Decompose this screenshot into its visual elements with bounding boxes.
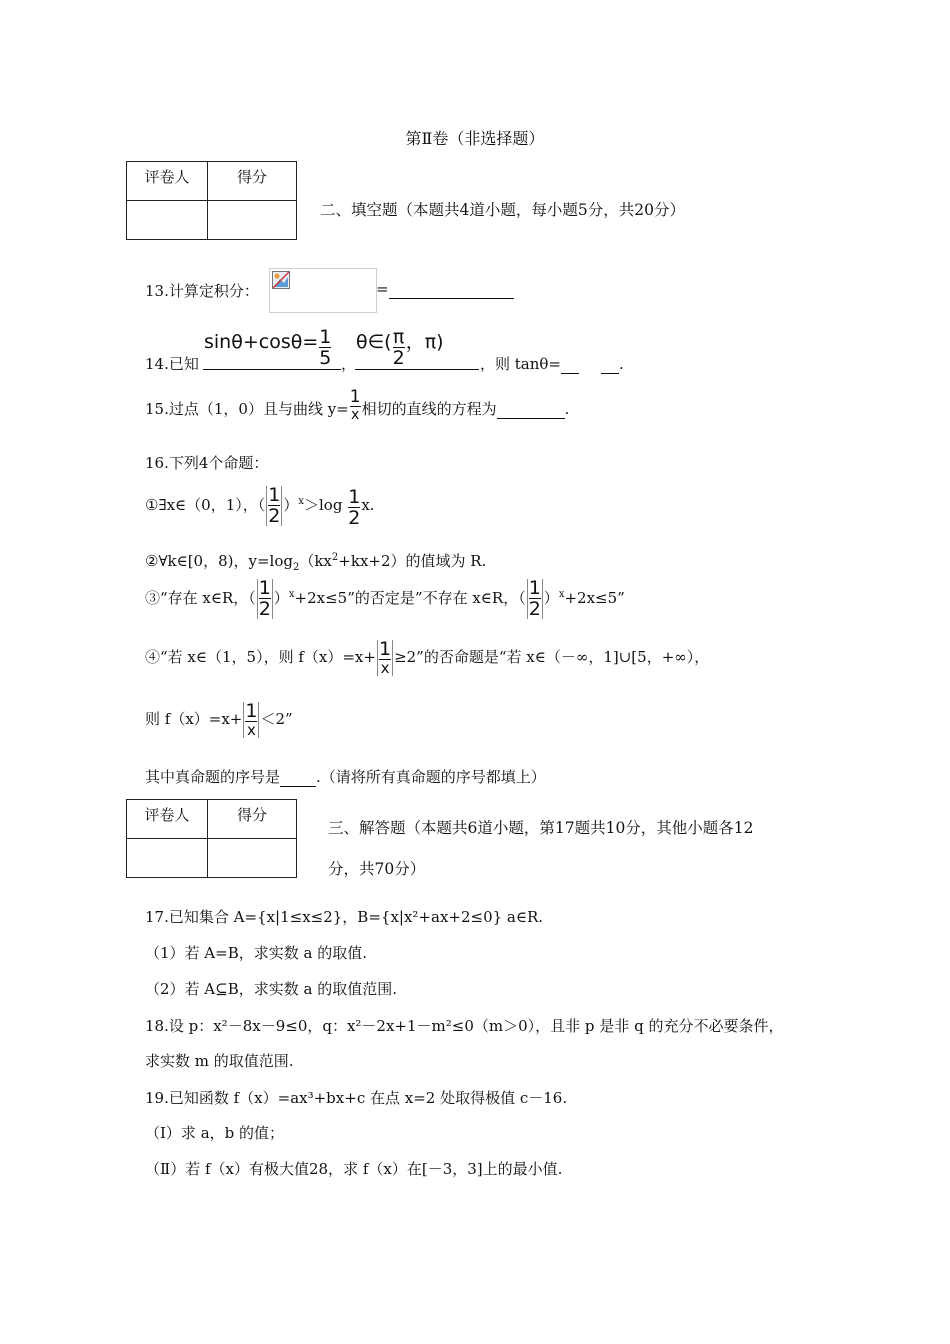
question-17-part-1: （1）若 A=B，求实数 a 的取值.: [145, 944, 367, 962]
question-17: 17.已知集合 A={x|1≤x≤2}，B={x|x²+ax+2≤0} a∈R.: [145, 908, 544, 926]
score-table-2-cell-grader: [127, 839, 208, 878]
q16-answer-blank[interactable]: [280, 768, 316, 787]
q14-end: .: [619, 355, 624, 373]
q15-frac-den: x: [351, 407, 360, 423]
q14-frac-den: 5: [319, 347, 332, 369]
q16-1-log-base-num: 1: [348, 486, 361, 508]
q16-3-half-num-2: 1: [528, 577, 541, 599]
q16-proposition-4: [145, 640, 709, 676]
q14-suffix: ，则 tanθ=: [480, 355, 561, 373]
q14-theta-in: θ∈(: [356, 330, 392, 353]
q15-suffix: 相切的直线的方程为: [361, 400, 497, 418]
score-table-2-header-grader: 评卷人: [127, 800, 208, 839]
question-18-line2: 求实数 m 的取值范围.: [145, 1052, 294, 1070]
q13-answer-blank[interactable]: [389, 280, 514, 299]
question-14: [145, 331, 199, 373]
q15-end: .: [564, 400, 570, 418]
score-table-1: [126, 161, 297, 240]
q14-answer-blank-a[interactable]: [561, 355, 579, 374]
q16-3-exp-1: x: [288, 589, 295, 600]
score-table-2: [126, 799, 297, 878]
q16-3-exp-2: x: [558, 589, 565, 600]
q16-4-frac-den: x: [380, 659, 390, 677]
q16-proposition-2: [145, 550, 486, 573]
q14-prefix: 14.已知: [145, 355, 199, 373]
q16-1-log-base-den: 2: [348, 507, 361, 529]
part3-heading-line2: 分，共70分）: [328, 860, 426, 878]
q16-4-text-a: ④“若 x∈（1，5），则 f（x）=x+: [145, 648, 376, 666]
q16-2-text-b: （kx: [299, 552, 332, 570]
q14-formula-sin-cos: sinθ+cosθ=: [204, 330, 319, 353]
q16-1-half-den: 2: [268, 505, 281, 527]
q16-4-text-b: ≥2”的否命题是“若 x∈（－∞，1]∪[5，+∞），: [394, 648, 710, 666]
q14-interval-end: ，π): [405, 330, 444, 353]
q14-ask: [480, 353, 624, 374]
score-table-header-score: 得分: [208, 162, 297, 201]
q16-2-log-base: 2: [292, 562, 300, 573]
q16-3-half-num-1: 1: [258, 577, 271, 599]
part2-heading: 二、填空题（本题共4道小题，每小题5分，共20分）: [320, 201, 685, 219]
part3-heading-line1: 三、解答题（本题共6道小题，第17题共10分，其他小题各12: [328, 819, 754, 837]
q16-3-text-b: ）: [273, 589, 289, 607]
q16-3-text-d: +2x≤5”: [564, 589, 625, 607]
q15-answer-blank[interactable]: [497, 400, 565, 419]
q14-condition-2: [356, 328, 444, 368]
q16-1-half-num: 1: [268, 484, 281, 506]
score-table-2-header-score: 得分: [208, 800, 297, 839]
broken-image-placeholder: [269, 268, 377, 313]
question-19: 19.已知函数 f（x）=ax³+bx+c 在点 x=2 处取得极值 c－16.: [145, 1089, 568, 1107]
q15-frac-num: 1: [349, 387, 361, 407]
q16-4-frac-num: 1: [378, 638, 392, 660]
question-18-line1: 18.设 p：x²－8x－9≤0，q：x²－2x+1－m²≤0（m＞0），且非 p 是非 q 的充分不必要条件，: [145, 1017, 784, 1035]
q16-summary-text-b: .（请将所有真命题的序号都填上）: [316, 768, 546, 786]
q16-4-line2-fraction-1-over-x: [243, 702, 259, 738]
q16-1-log-base-half: [348, 488, 360, 528]
q16-proposition-4-line2: [145, 702, 293, 738]
q16-3-fraction-half-2: [527, 579, 543, 619]
q16-4-line2-frac-den: x: [246, 721, 256, 739]
q16-3-half-den-1: 2: [258, 598, 271, 620]
q13-prefix: 13.计算定积分：: [145, 282, 259, 300]
q16-1-fraction-half: [266, 486, 282, 526]
q14-underline-2: [355, 369, 479, 370]
q13-equals: =: [376, 280, 389, 298]
broken-image-icon: [272, 271, 290, 289]
q16-3-half-den-2: 2: [528, 598, 541, 620]
q16-proposition-3: [145, 579, 625, 619]
question-19-part-2: （Ⅱ）若 f（x）有极大值28，求 f（x）在[－3，3]上的最小值.: [145, 1160, 563, 1178]
score-table-2-cell-score: [208, 839, 297, 878]
score-table-cell-grader: [127, 201, 208, 240]
q14-answer-blank-b[interactable]: [601, 355, 619, 374]
q15-prefix: 15.过点（1，0）且与曲线 y=: [145, 400, 349, 418]
q16-summary: [145, 766, 546, 787]
q16-4-fraction-1-over-x: [377, 640, 393, 676]
q16-1-text-d: x.: [361, 496, 375, 514]
q16-proposition-1: [145, 486, 375, 528]
q16-intro: 16.下列4个命题：: [145, 454, 269, 472]
q16-1-text-b: ）: [283, 496, 299, 514]
q16-4-line2-text-b: ＜2”: [260, 710, 293, 728]
q15-fraction-1-over-x: [350, 389, 361, 422]
q16-2-exp: 2: [331, 552, 339, 563]
q14-fraction-one-fifth: [319, 328, 331, 368]
score-table-cell-score: [208, 201, 297, 240]
q16-3-text-a: ③“存在 x∈R，（: [145, 589, 256, 607]
q16-3-text-c: +2x≤5”的否定是”不存在 x∈R，（: [294, 589, 526, 607]
q14-two: 2: [392, 347, 405, 369]
q13-answer: [376, 280, 514, 299]
q16-summary-text-a: 其中真命题的序号是: [145, 768, 281, 786]
q16-2-text-a: ②∀k∈[0，8)，y=log: [145, 552, 293, 570]
q16-2-text-c: +kx+2）的值域为 R.: [338, 552, 487, 570]
q16-3-text-b2: ）: [543, 589, 559, 607]
q16-1-text-c: ＞log: [304, 496, 343, 514]
question-13: [145, 280, 259, 301]
score-table-header-grader: 评卷人: [127, 162, 208, 201]
q14-fraction-pi-over-2: [393, 328, 405, 368]
q14-underline-1: [203, 369, 341, 370]
question-15: [145, 389, 569, 422]
q14-comma: ，: [341, 355, 357, 373]
q14-frac-num: 1: [319, 326, 332, 348]
q16-4-line2-frac-num: 1: [245, 700, 258, 722]
q14-condition-1: [204, 328, 332, 368]
question-17-part-2: （2）若 A⊆B，求实数 a 的取值范围.: [145, 980, 397, 998]
q14-pi: π: [392, 326, 405, 348]
q16-1-text-a: ①∃x∈（0，1），（: [145, 496, 266, 514]
q16-3-fraction-half-1: [257, 579, 273, 619]
question-19-part-1: （Ⅰ）求 a，b 的值；: [145, 1124, 285, 1142]
section-title: 第Ⅱ卷（非选择题）: [405, 129, 545, 148]
q16-1-exp: x: [298, 496, 304, 507]
q16-4-line2-text-a: 则 f（x）=x+: [145, 710, 243, 728]
